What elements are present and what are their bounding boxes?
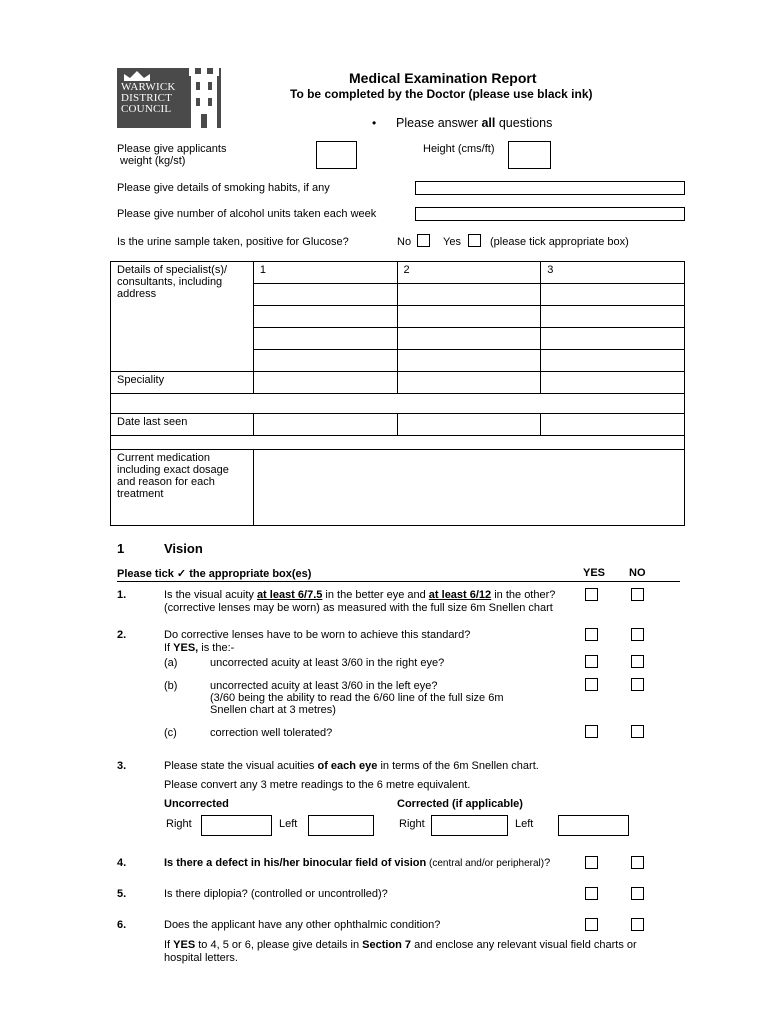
specialist-table [110, 261, 685, 526]
urine-no-label: No [397, 236, 412, 248]
q2-number: 2. [117, 629, 127, 641]
yes-header: YES [583, 567, 606, 579]
q2-text: Do corrective lenses have to be worn to achieve this standard? [164, 629, 471, 641]
address-cell[interactable] [397, 284, 541, 306]
q5-number: 5. [117, 888, 127, 900]
q2-if-yes: If YES, is the:- [164, 642, 235, 654]
q5-yes-checkbox[interactable] [585, 887, 598, 900]
q2b-no-checkbox[interactable] [631, 678, 644, 691]
q5-text: Is there diplopia? (controlled or uncontrolled)? [164, 888, 388, 900]
q2-no-checkbox[interactable] [631, 628, 644, 641]
address-cell[interactable] [541, 328, 685, 350]
address-cell[interactable] [397, 306, 541, 328]
specialist-col-3[interactable]: 3 [541, 262, 685, 284]
smoking-input[interactable] [415, 181, 685, 195]
alcohol-label: Please give number of alcohol units taken each week [117, 208, 377, 220]
corrected-left-input[interactable] [558, 815, 629, 836]
logo-text: WARWICK DISTRICT COUNCIL [121, 81, 176, 115]
urine-yes-label: Yes [443, 236, 461, 248]
q2c-no-checkbox[interactable] [631, 725, 644, 738]
q2c-text: correction well tolerated? [210, 727, 333, 739]
address-cell[interactable] [253, 328, 397, 350]
date-cell[interactable] [253, 414, 397, 436]
q1-no-checkbox[interactable] [631, 588, 644, 601]
q3-number: 3. [117, 760, 127, 772]
address-cell[interactable] [253, 350, 397, 372]
q4-yes-checkbox[interactable] [585, 856, 598, 869]
q2c-label: (c) [164, 727, 177, 739]
page-subtitle: To be completed by the Doctor (please use black ink) [290, 87, 593, 101]
medication-input[interactable] [253, 450, 684, 526]
address-cell[interactable] [397, 350, 541, 372]
date-last-seen-label: Date last seen [111, 414, 254, 436]
q2-yes-checkbox[interactable] [585, 628, 598, 641]
q6-number: 6. [117, 919, 127, 931]
date-cell[interactable] [397, 414, 541, 436]
section-number: 1 [117, 541, 125, 556]
no-header: NO [629, 567, 646, 579]
q3-text: Please state the visual acuities of each eye in terms of the 6m Snellen chart. [164, 760, 539, 772]
header-divider [117, 581, 680, 582]
address-cell[interactable] [541, 350, 685, 372]
q6-no-checkbox[interactable] [631, 918, 644, 931]
corrected-label: Corrected (if applicable) [397, 798, 523, 810]
q2a-yes-checkbox[interactable] [585, 655, 598, 668]
speciality-cell[interactable] [397, 372, 541, 394]
q2a-no-checkbox[interactable] [631, 655, 644, 668]
specialist-col-1[interactable]: 1 [253, 262, 397, 284]
speciality-cell[interactable] [253, 372, 397, 394]
speciality-label: Speciality [111, 372, 254, 394]
q2b-label: (b) [164, 680, 178, 692]
uncorrected-label: Uncorrected [164, 798, 229, 810]
q1-yes-checkbox[interactable] [585, 588, 598, 601]
speciality-cell[interactable] [541, 372, 685, 394]
instruction: Please answer all questions [396, 116, 553, 130]
q5-no-checkbox[interactable] [631, 887, 644, 900]
q1-number: 1. [117, 589, 127, 601]
corrected-right-input[interactable] [431, 815, 508, 836]
height-label: Height (cms/ft) [423, 143, 495, 155]
corrected-left-label: Left [515, 818, 534, 830]
medication-label: Current medication including exact dosage and reason for each treatment [111, 450, 254, 526]
uncorrected-left-label: Left [279, 818, 298, 830]
spacer-row [111, 436, 685, 450]
address-cell[interactable] [541, 284, 685, 306]
castle-tower-icon [187, 68, 221, 128]
urine-label: Is the urine sample taken, positive for Glucose? [117, 236, 349, 248]
q2b-yes-checkbox[interactable] [585, 678, 598, 691]
bullet-icon: • [372, 116, 377, 130]
q2a-label: (a) [164, 657, 178, 669]
address-cell[interactable] [397, 328, 541, 350]
section-title: Vision [164, 541, 203, 556]
corrected-right-label: Right [399, 818, 425, 830]
q4-number: 4. [117, 857, 127, 869]
spacer-row [111, 394, 685, 414]
q2b-text: uncorrected acuity at least 3/60 in the left eye? (3/60 being the ability to read the 6/60 line of the full size 6m Snellen chart at 3 metres) [210, 680, 504, 716]
q1-text-line2: (corrective lenses may be worn) as measured with the full size 6m Snellen chart [164, 602, 553, 614]
specialist-col-2[interactable]: 2 [397, 262, 541, 284]
urine-no-checkbox[interactable] [417, 234, 430, 247]
q1-text: Is the visual acuity at least 6/7.5 in the better eye and at least 6/12 in the other? [164, 589, 556, 601]
urine-yes-checkbox[interactable] [468, 234, 481, 247]
tick-note: (please tick appropriate box) [490, 236, 629, 248]
address-cell[interactable] [253, 306, 397, 328]
tick-header: Please tick ✓ the appropriate box(es) [117, 568, 312, 580]
q2a-text: uncorrected acuity at least 3/60 in the right eye? [210, 657, 445, 669]
address-cell[interactable] [541, 306, 685, 328]
weight-input[interactable] [316, 141, 357, 169]
uncorrected-right-input[interactable] [201, 815, 272, 836]
council-logo [117, 68, 221, 128]
alcohol-input[interactable] [415, 207, 685, 221]
q2c-yes-checkbox[interactable] [585, 725, 598, 738]
q6-yes-checkbox[interactable] [585, 918, 598, 931]
q4-no-checkbox[interactable] [631, 856, 644, 869]
date-cell[interactable] [541, 414, 685, 436]
height-input[interactable] [508, 141, 551, 169]
q6-text: Does the applicant have any other ophthalmic condition? [164, 919, 441, 931]
details-label: Details of specialist(s)/ consultants, including address [111, 262, 254, 372]
page-title: Medical Examination Report [349, 70, 537, 86]
uncorrected-left-input[interactable] [308, 815, 374, 836]
uncorrected-right-label: Right [166, 818, 192, 830]
weight-label: Please give applicants weight (kg/st) [117, 143, 227, 167]
smoking-label: Please give details of smoking habits, if any [117, 182, 330, 194]
q4-text: Is there a defect in his/her binocular field of vision (central and/or peripheral)? [164, 857, 551, 869]
address-cell[interactable] [253, 284, 397, 306]
q3-text-line2: Please convert any 3 metre readings to the 6 metre equivalent. [164, 779, 471, 791]
footer-note-line2: hospital letters. [164, 952, 238, 964]
footer-note: If YES to 4, 5 or 6, please give details in Section 7 and enclose any relevant visual field charts or [164, 939, 637, 951]
